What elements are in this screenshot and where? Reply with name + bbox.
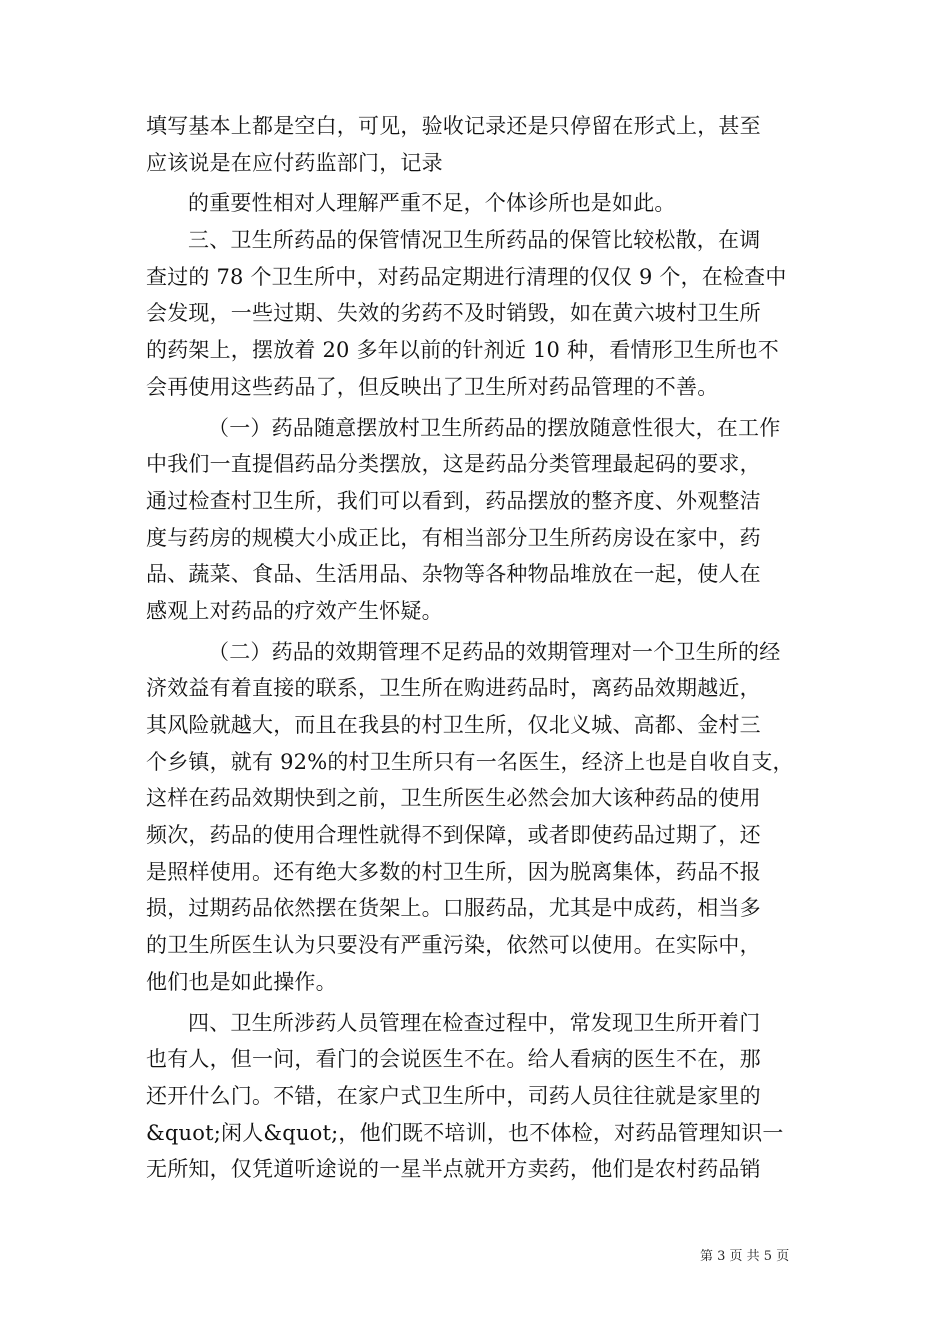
text-line: 还开什么门。不错，在家户式卫生所中，司药人员往往就是家里的 — [146, 1083, 761, 1108]
paragraph-start: （一）药品随意摆放村卫生所药品的摆放随意性很大，在工作 — [208, 415, 781, 440]
page-number: 第 3 页 共 5 页 — [700, 1249, 790, 1264]
text-line: 这样在药品效期快到之前，卫生所医生必然会加大该种药品的使用 — [146, 786, 761, 811]
text-line: 查过的 78 个卫生所中，对药品定期进行清理的仅仅 9 个，在检查中 — [146, 264, 787, 289]
text-line: 品、蔬菜、食品、生活用品、杂物等各种物品堆放在一起，使人在 — [146, 562, 761, 587]
text-line: 是照样使用。还有绝大多数的村卫生所，因为脱离集体，药品不报 — [146, 859, 761, 884]
text-line: 损，过期药品依然摆在货架上。口服药品，尤其是中成药，相当多 — [146, 896, 761, 921]
text-line: 度与药房的规模大小成正比，有相当部分卫生所药房设在家中，药 — [146, 525, 761, 550]
body-text — [146, 108, 822, 1188]
text-line: 也有人，但一问，看门的会说医生不在。给人看病的医生不在，那 — [146, 1047, 761, 1072]
paragraph-start: （二）药品的效期管理不足药品的效期管理对一个卫生所的经 — [208, 639, 781, 664]
text-line: 中我们一直提倡药品分类摆放，这是药品分类管理最起码的要求， — [146, 452, 761, 477]
text-line: &quot;闲人&quot;，他们既不培训，也不体检，对药品管理知识一 — [146, 1120, 784, 1145]
text-line: 应该说是在应付药监部门，记录 — [146, 150, 443, 175]
text-line: 的重要性相对人理解严重不足，个体诊所也是如此。 — [188, 191, 676, 216]
paragraph-start: 三、卫生所药品的保管情况卫生所药品的保管比较松散，在调 — [188, 228, 761, 253]
text-line: 其风险就越大，而且在我县的村卫生所，仅北义城、高都、金村三 — [146, 713, 761, 737]
text-line: 会再使用这些药品了，但反映出了卫生所对药品管理的不善。 — [146, 374, 719, 399]
text-line: 他们也是如此操作。 — [146, 969, 337, 994]
text-line: 填写基本上都是空白，可见，验收记录还是只停留在形式上，甚至 — [146, 114, 761, 138]
text-line: 无所知，仅凭道听途说的一星半点就开方卖药，他们是农村药品销 — [146, 1157, 761, 1182]
text-line: 济效益有着直接的联系，卫生所在购进药品时，离药品效期越近， — [146, 676, 761, 701]
text-line: 感观上对药品的疗效产生怀疑。 — [146, 598, 443, 623]
text-line: 通过检查村卫生所，我们可以看到，药品摆放的整齐度、外观整洁 — [146, 488, 761, 513]
paragraph-start: 四、卫生所涉药人员管理在检查过程中，常发现卫生所开着门 — [188, 1010, 761, 1035]
text-line: 会发现，一些过期、失效的劣药不及时销毁，如在黄六坡村卫生所 — [146, 301, 761, 326]
text-line: 个乡镇，就有 92%的村卫生所只有一名医生，经济上也是自收自支， — [146, 749, 794, 774]
text-line: 的卫生所医生认为只要没有严重污染，依然可以使用。在实际中， — [146, 933, 761, 958]
text-line: 频次，药品的使用合理性就得不到保障，或者即使药品过期了，还 — [146, 823, 761, 848]
text-line: 的药架上，摆放着 20 多年以前的针剂近 10 种，看情形卫生所也不 — [146, 338, 779, 363]
